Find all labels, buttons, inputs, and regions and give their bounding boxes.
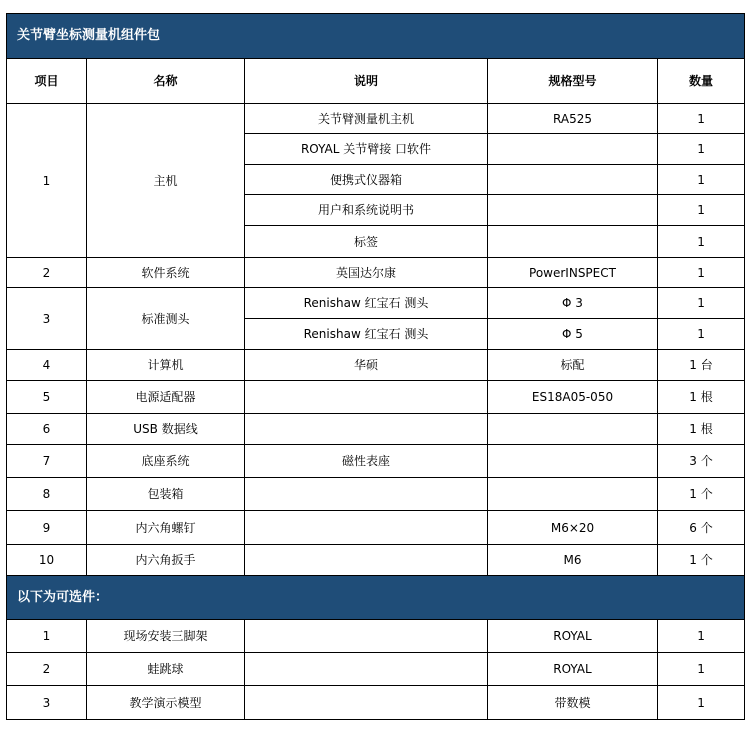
cell-item: 9 <box>7 511 87 545</box>
cell-qty: 1 <box>658 686 745 720</box>
header-row <box>7 59 745 104</box>
cell-model: ES18A05-050 <box>488 381 658 414</box>
cell-desc <box>245 653 488 686</box>
cell-model <box>488 195 658 226</box>
cell-name: 主机 <box>87 104 245 258</box>
cell-desc: 英国达尔康 <box>245 258 488 288</box>
cell-desc <box>245 381 488 414</box>
cell-name: 内六角螺钉 <box>87 511 245 545</box>
cell-qty: 1 <box>658 288 745 319</box>
cell-name: 现场安装三脚架 <box>87 620 245 653</box>
cell-name: 电源适配器 <box>87 381 245 414</box>
cell-model <box>488 165 658 195</box>
cell-model: M6 <box>488 545 658 576</box>
cell-name: 包装箱 <box>87 478 245 511</box>
cell-model: Φ 3 <box>488 288 658 319</box>
cell-desc: 便携式仪器箱 <box>245 165 488 195</box>
cell-model: Φ 5 <box>488 319 658 350</box>
cell-name: 教学演示模型 <box>87 686 245 720</box>
cell-model: 标配 <box>488 350 658 381</box>
cell-qty: 6 个 <box>658 511 745 545</box>
cell-desc: ROYAL 关节臂接 口软件 <box>245 134 488 165</box>
cell-desc: 关节臂测量机主机 <box>245 104 488 134</box>
cell-desc: 华硕 <box>245 350 488 381</box>
cell-qty: 1 <box>658 195 745 226</box>
cell-qty: 1 <box>658 620 745 653</box>
cell-desc <box>245 620 488 653</box>
cell-model <box>488 414 658 445</box>
cell-qty: 1 <box>658 319 745 350</box>
cell-name: USB 数据线 <box>87 414 245 445</box>
optional-title: 以下为可选件： <box>7 576 745 620</box>
cell-name: 蛙跳球 <box>87 653 245 686</box>
table-row <box>7 350 745 381</box>
header-item: 项目 <box>7 59 87 104</box>
cell-qty: 1 个 <box>658 545 745 576</box>
header-desc: 说明 <box>245 59 488 104</box>
cell-model <box>488 445 658 478</box>
table-title: 关节臂坐标测量机组件包 <box>7 14 745 59</box>
cell-qty: 1 台 <box>658 350 745 381</box>
cell-item: 6 <box>7 414 87 445</box>
cell-qty: 3 个 <box>658 445 745 478</box>
table-row <box>7 620 745 653</box>
table-row <box>7 653 745 686</box>
cell-item: 3 <box>7 288 87 350</box>
table-row <box>7 478 745 511</box>
cell-model: ROYAL <box>488 653 658 686</box>
cell-model: ROYAL <box>488 620 658 653</box>
cell-qty: 1 <box>658 226 745 258</box>
cell-desc: 用户和系统说明书 <box>245 195 488 226</box>
cell-desc <box>245 545 488 576</box>
cell-desc <box>245 511 488 545</box>
cell-qty: 1 根 <box>658 414 745 445</box>
cell-qty: 1 根 <box>658 381 745 414</box>
cell-name: 底座系统 <box>87 445 245 478</box>
cell-item: 3 <box>7 686 87 720</box>
cell-qty: 1 <box>658 104 745 134</box>
cell-item: 1 <box>7 620 87 653</box>
table-row <box>7 258 745 288</box>
cell-desc <box>245 414 488 445</box>
cell-model <box>488 226 658 258</box>
header-name: 名称 <box>87 59 245 104</box>
table-row <box>7 511 745 545</box>
cell-item: 10 <box>7 545 87 576</box>
cell-model: M6×20 <box>488 511 658 545</box>
table-row <box>7 445 745 478</box>
cell-item: 8 <box>7 478 87 511</box>
header-model: 规格型号 <box>488 59 658 104</box>
component-table <box>6 13 745 720</box>
cell-item: 5 <box>7 381 87 414</box>
cell-model <box>488 478 658 511</box>
cell-desc <box>245 686 488 720</box>
table-row <box>7 104 745 134</box>
cell-item: 2 <box>7 258 87 288</box>
cell-desc: 磁性表座 <box>245 445 488 478</box>
cell-qty: 1 <box>658 134 745 165</box>
header-qty: 数量 <box>658 59 745 104</box>
cell-qty: 1 <box>658 653 745 686</box>
cell-qty: 1 个 <box>658 478 745 511</box>
cell-name: 计算机 <box>87 350 245 381</box>
cell-item: 7 <box>7 445 87 478</box>
cell-item: 4 <box>7 350 87 381</box>
cell-name: 标准测头 <box>87 288 245 350</box>
cell-qty: 1 <box>658 258 745 288</box>
table-row <box>7 288 745 319</box>
table-row <box>7 414 745 445</box>
table-title-row <box>7 14 745 59</box>
cell-desc: Renishaw 红宝石 测头 <box>245 319 488 350</box>
table-row <box>7 686 745 720</box>
cell-qty: 1 <box>658 165 745 195</box>
cell-name: 软件系统 <box>87 258 245 288</box>
cell-desc <box>245 478 488 511</box>
cell-model <box>488 134 658 165</box>
cell-model: 带数模 <box>488 686 658 720</box>
cell-desc: Renishaw 红宝石 测头 <box>245 288 488 319</box>
optional-title-row <box>7 576 745 620</box>
cell-item: 1 <box>7 104 87 258</box>
cell-desc: 标签 <box>245 226 488 258</box>
cell-model: RA525 <box>488 104 658 134</box>
table-row <box>7 545 745 576</box>
table-row <box>7 381 745 414</box>
cell-item: 2 <box>7 653 87 686</box>
cell-model: PowerINSPECT <box>488 258 658 288</box>
cell-name: 内六角扳手 <box>87 545 245 576</box>
